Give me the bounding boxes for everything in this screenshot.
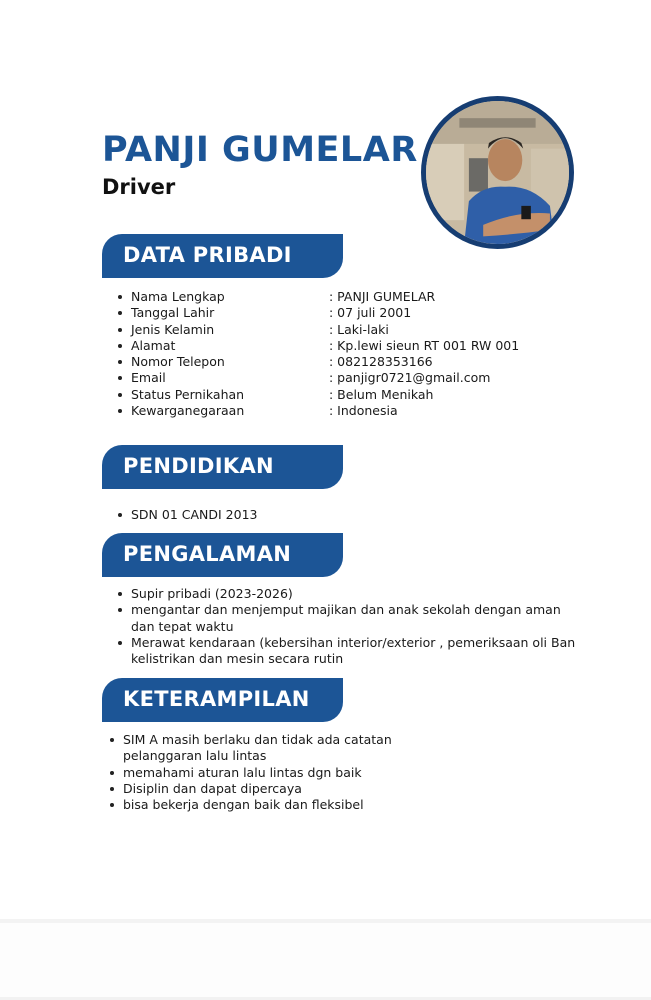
list-item — [118, 635, 575, 668]
list-item — [110, 797, 392, 813]
list-item-text: mengantar dan menjemput majikan dan anak sekolah dengan aman — [131, 602, 561, 618]
section-title: KETERAMPILAN — [123, 687, 310, 711]
list-item — [118, 586, 575, 602]
experience-list — [118, 586, 575, 667]
list-item — [118, 602, 575, 635]
list-item-text: bisa bekerja dengan baik dan fleksibel — [123, 797, 364, 813]
field-label-gender: Jenis Kelamin — [118, 322, 244, 338]
profile-photo — [421, 96, 574, 249]
field-label-full-name: Nama Lengkap — [118, 289, 244, 305]
list-item-text-continued: dan tepat waktu — [131, 618, 234, 634]
personal-data-labels — [118, 289, 244, 419]
field-value-birth-date: : 07 juli 2001 — [329, 305, 412, 321]
skills-list — [110, 732, 392, 813]
field-label-email: Email — [118, 370, 244, 386]
list-item-text: Supir pribadi (2023-2026) — [131, 586, 293, 601]
job-title: Driver — [102, 175, 176, 199]
field-label-phone: Nomor Telepon — [118, 354, 244, 370]
list-item — [110, 781, 392, 797]
field-label-address: Alamat — [118, 338, 244, 354]
field-label-marital-status: Status Pernikahan — [118, 387, 244, 403]
field-value-citizenship: : Indonesia — [329, 403, 398, 419]
education-list — [118, 507, 258, 523]
section-title: PENDIDIKAN — [123, 454, 274, 478]
list-item — [110, 765, 392, 781]
section-header-personal-data — [102, 234, 343, 278]
field-value-email: : panjigr0721@gmail.com — [329, 370, 491, 386]
field-value-phone: : 082128353166 — [329, 354, 433, 370]
section-title: DATA PRIBADI — [123, 243, 292, 267]
list-item-text: memahami aturan lalu lintas dgn baik — [123, 764, 362, 780]
personal-data-values — [329, 289, 519, 419]
field-value-full-name: : PANJI GUMELAR — [329, 289, 436, 304]
list-item-text-continued: kelistrikan dan mesin secara rutin — [131, 651, 344, 667]
field-value-gender: : Laki-laki — [329, 321, 389, 337]
list-item: SDN 01 CANDI 2013 — [118, 507, 258, 523]
profile-photo-image — [426, 101, 569, 244]
field-label-citizenship: Kewarganegaraan — [118, 403, 244, 419]
list-item-text: SIM A masih berlaku dan tidak ada catatan — [123, 732, 392, 747]
list-item-text: Merawat kendaraan (kebersihan interior/exterior , pemeriksaan oli Ban — [131, 634, 576, 650]
field-value-marital-status: : Belum Menikah — [329, 386, 434, 402]
field-label-birth-date: Tanggal Lahir — [118, 305, 244, 321]
field-value-address: : Kp.lewi sieun RT 001 RW 001 — [329, 337, 520, 353]
section-header-education — [102, 445, 343, 489]
next-page-area — [0, 923, 651, 997]
full-name-heading: PANJI GUMELAR — [102, 130, 418, 170]
section-title: PENGALAMAN — [123, 542, 292, 566]
section-header-experience — [102, 533, 343, 577]
section-header-skills — [102, 678, 343, 722]
list-item — [110, 732, 392, 765]
list-item-text-continued: pelanggaran lalu lintas — [123, 748, 267, 764]
list-item-text: Disiplin dan dapat dipercaya — [123, 780, 302, 796]
